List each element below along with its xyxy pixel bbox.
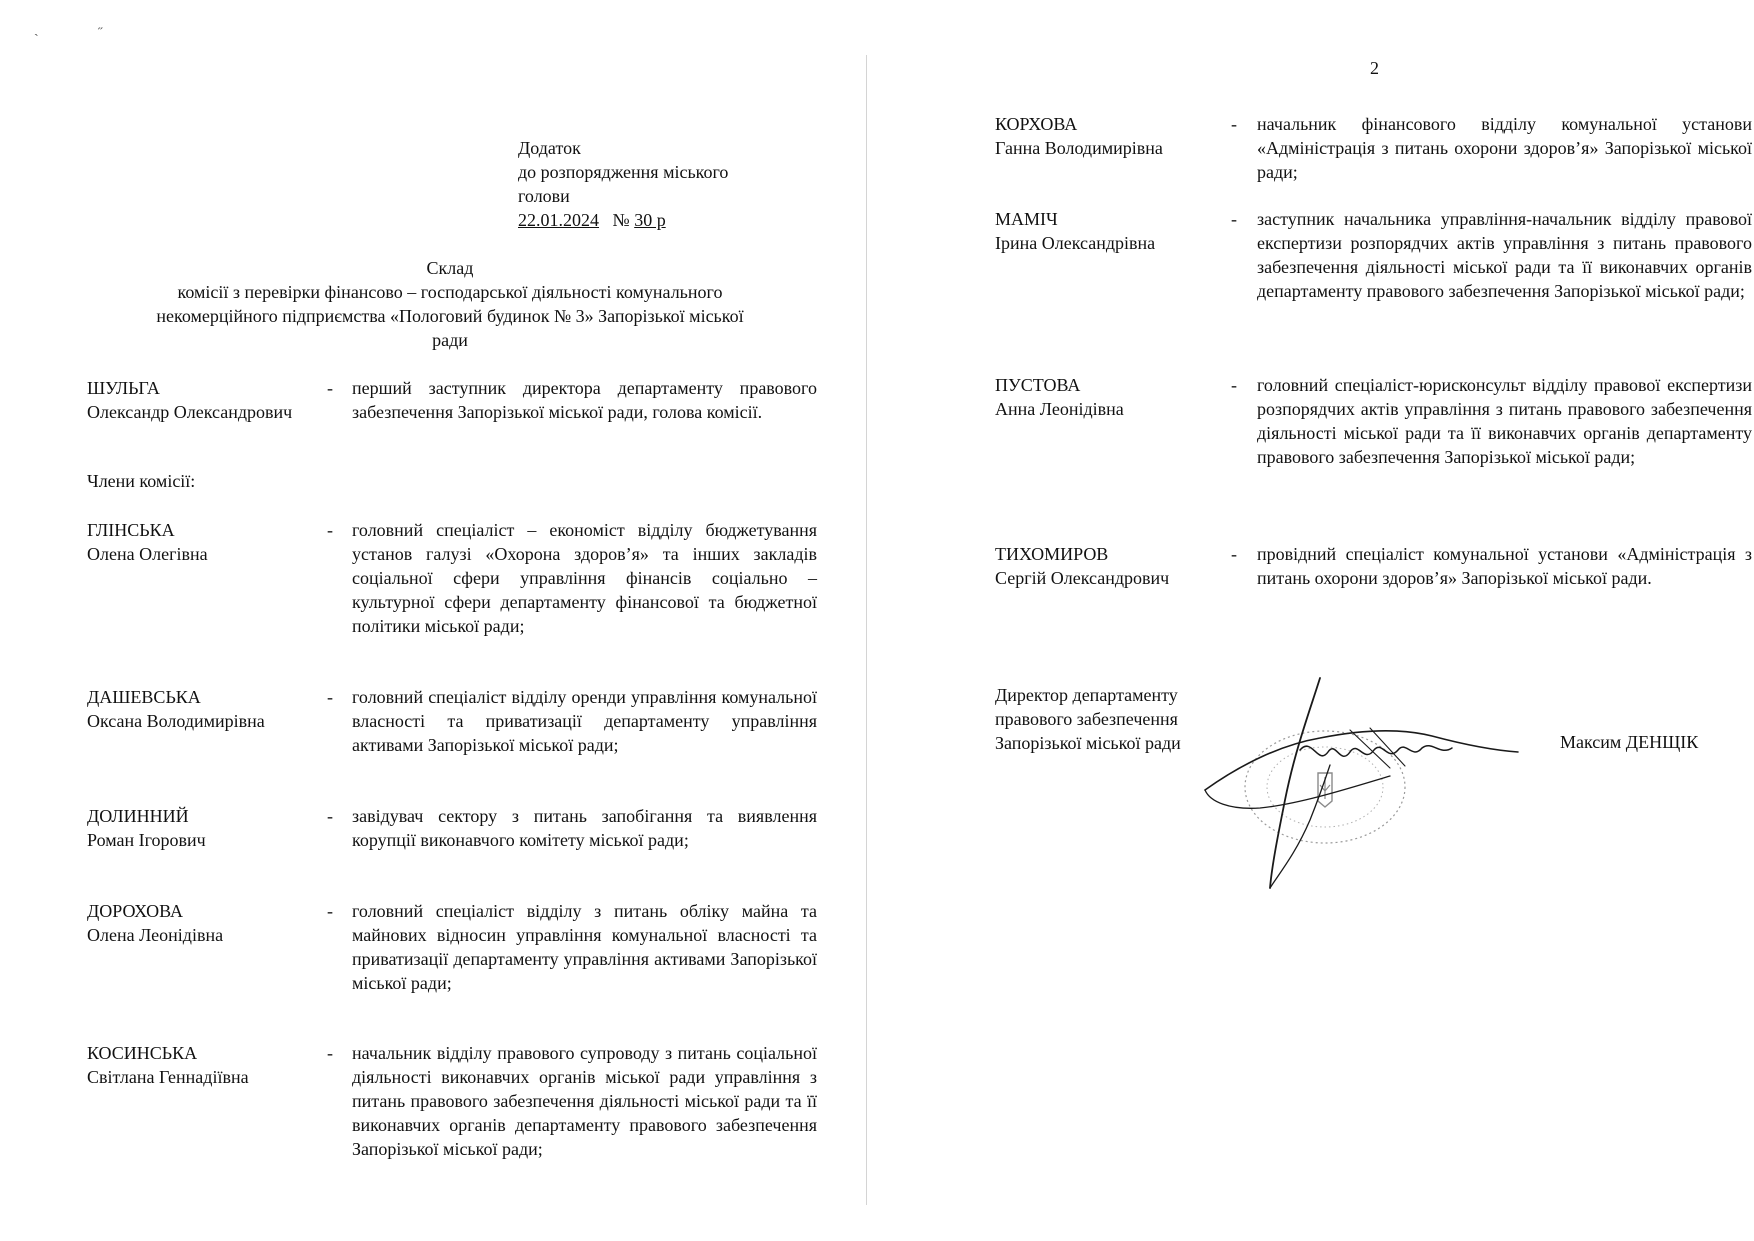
addendum-date: 22.01.2024 bbox=[518, 210, 599, 230]
members-label: Члени комісії: bbox=[87, 471, 196, 491]
member-surname: ПУСТОВА bbox=[995, 375, 1081, 395]
member-surname: ШУЛЬГА bbox=[87, 378, 160, 398]
member-description: головний спеціаліст-юрисконсульт відділу правової експертизи розпорядчих актів управління з питань правового забезпечення діяльності міської ради та її виконавчих органів департаменту правового забезпечення Запорізької міської ради; bbox=[1257, 375, 1752, 467]
signatory-title: Директор департаменту правового забезпечення Запорізької міської ради bbox=[995, 685, 1181, 753]
handwritten-signature bbox=[1200, 670, 1520, 900]
member-name bbox=[87, 376, 317, 424]
member-surname: КОСИНСЬКА bbox=[87, 1043, 198, 1063]
signatory-name: Максим ДЕНЩІК bbox=[1560, 732, 1699, 752]
member-description: головний спеціаліст – економіст відділу бюджетування установ галузі «Охорона здоров’я» та інших закладів соціальної сфери управління фінансів соціально – культурної сфери департаменту фінансової та бюджетної політики міської ради; bbox=[352, 520, 817, 636]
heading-line: ради bbox=[432, 330, 468, 350]
addendum-title: Додаток bbox=[518, 138, 581, 158]
page-number: 2 bbox=[1370, 58, 1379, 78]
member-name bbox=[87, 804, 317, 852]
addendum-line: до розпорядження міського bbox=[518, 162, 729, 182]
entry-dash: - bbox=[327, 687, 333, 707]
member-given-name: Світлана Геннадіївна bbox=[87, 1067, 249, 1087]
member-given-name: Сергій Олександрович bbox=[995, 568, 1170, 588]
member-given-name: Олександр Олександрович bbox=[87, 402, 293, 422]
member-given-name: Ганна Володимирівна bbox=[995, 138, 1163, 158]
member-surname: МАМІЧ bbox=[995, 209, 1058, 229]
member-description: заступник начальника управління-начальник відділу правової експертизи розпорядчих актів управління з питань правового забезпечення діяльності міської ради та її виконавчих органів департаменту правового забезпечення Запорізької міської ради; bbox=[1257, 209, 1752, 301]
entry-dash: - bbox=[327, 901, 333, 921]
member-description: провідний спеціаліст комунальної установи «Адміністрація з питань охорони здоров’я» Запорізької міської ради. bbox=[1257, 544, 1752, 588]
member-name bbox=[995, 207, 1225, 255]
member-name bbox=[87, 685, 317, 733]
member-given-name: Анна Леонідівна bbox=[995, 399, 1124, 419]
addendum-number: 30 р bbox=[634, 210, 666, 230]
member-surname: ГЛІНСЬКА bbox=[87, 520, 175, 540]
member-surname: ТИХОМИРОВ bbox=[995, 544, 1109, 564]
member-name bbox=[87, 899, 317, 947]
entry-dash: - bbox=[1231, 114, 1237, 134]
member-given-name: Олена Олегівна bbox=[87, 544, 208, 564]
member-description: головний спеціаліст відділу оренди управління комунальної власності та приватизації департаменту управління активами Запорізької міської ради; bbox=[352, 687, 817, 755]
member-description: начальник відділу правового супроводу з питань соціальної діяльності виконавчих органів міської ради управління з питань правового забезпечення діяльності міської ради та її виконавчих органів департаменту правового забезпечення Запорізької міської ради; bbox=[352, 1043, 817, 1159]
member-name bbox=[87, 518, 317, 566]
addendum-date-number bbox=[518, 208, 818, 232]
member-given-name: Оксана Володимирівна bbox=[87, 711, 265, 731]
member-name bbox=[87, 1041, 317, 1089]
entry-dash: - bbox=[327, 520, 333, 540]
member-description: головний спеціаліст відділу з питань обліку майна та майнових відносин управління комунальної власності та приватизації департаменту управління активами Запорізької міської ради; bbox=[352, 901, 817, 993]
member-description: начальник фінансового відділу комунальної установи «Адміністрація з питань охорони здоров’я» Запорізької міської ради; bbox=[1257, 114, 1752, 182]
member-given-name: Ірина Олександрівна bbox=[995, 233, 1156, 253]
addendum-number-sign: № bbox=[612, 210, 630, 230]
addendum-block bbox=[518, 136, 818, 232]
addendum-line: голови bbox=[518, 186, 570, 206]
entry-dash: - bbox=[327, 1043, 333, 1063]
entry-dash: - bbox=[327, 378, 333, 398]
heading-title: Склад bbox=[426, 258, 474, 278]
left-page bbox=[0, 0, 870, 1241]
member-given-name: Роман Ігорович bbox=[87, 830, 206, 850]
heading-line: комісії з перевірки фінансово – господарської діяльності комунального bbox=[177, 282, 723, 302]
member-surname: ДОЛИННИЙ bbox=[87, 806, 189, 826]
member-surname: ДАШЕВСЬКА bbox=[87, 687, 201, 707]
member-name bbox=[995, 542, 1225, 590]
member-description: завідувач сектору з питань запобігання та виявлення корупції виконавчого комітету міської ради; bbox=[352, 806, 817, 850]
document-heading bbox=[90, 256, 810, 352]
entry-dash: - bbox=[327, 806, 333, 826]
member-name bbox=[995, 112, 1225, 160]
scan-speck: ˏ bbox=[34, 22, 39, 37]
heading-line: некомерційного підприємства «Пологовий будинок № 3» Запорізької міської bbox=[156, 306, 744, 326]
right-page bbox=[870, 0, 1754, 1241]
entry-dash: - bbox=[1231, 544, 1237, 564]
entry-dash: - bbox=[1231, 375, 1237, 395]
member-given-name: Олена Леонідівна bbox=[87, 925, 224, 945]
member-description: перший заступник директора департаменту правового забезпечення Запорізької міської ради, голова комісії. bbox=[352, 378, 817, 422]
member-surname: КОРХОВА bbox=[995, 114, 1078, 134]
member-name bbox=[995, 373, 1225, 421]
scan-speck: ˶ bbox=[98, 20, 103, 35]
entry-dash: - bbox=[1231, 209, 1237, 229]
member-surname: ДОРОХОВА bbox=[87, 901, 184, 921]
